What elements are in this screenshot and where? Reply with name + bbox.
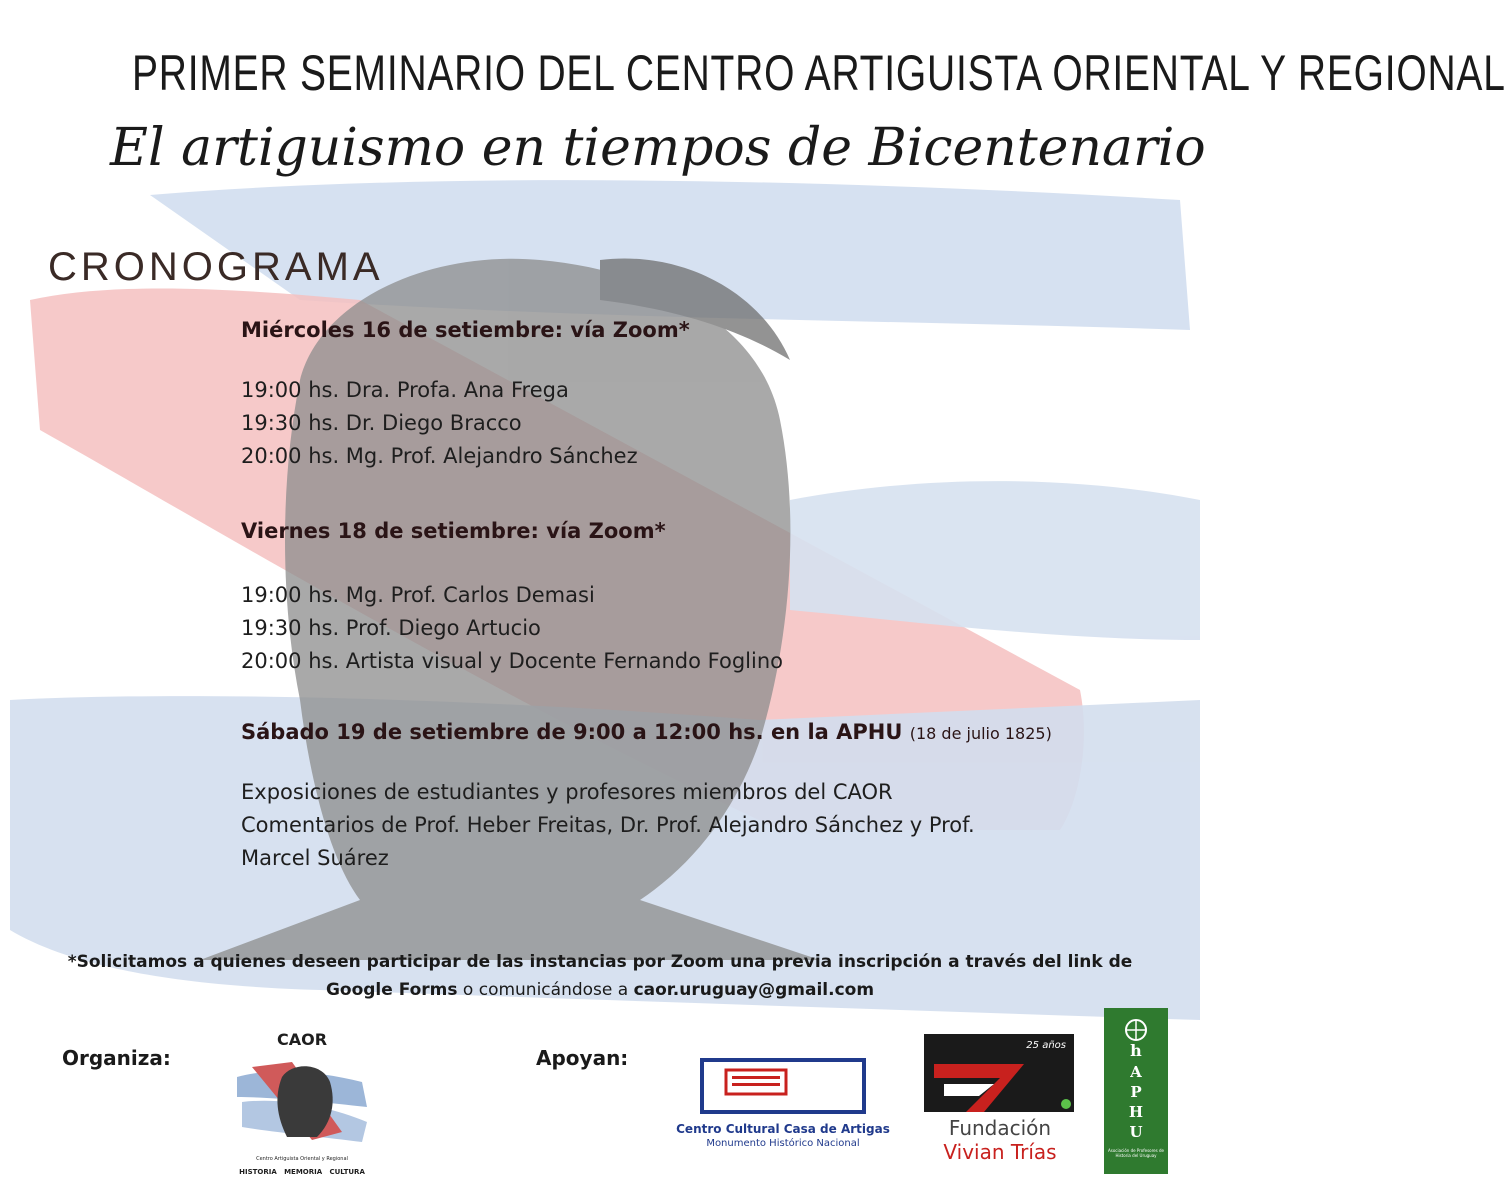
casa-artigas-name: Centro Cultural Casa de Artigas (676, 1122, 890, 1136)
schedule-item: 20:00 hs. Mg. Prof. Alejandro Sánchez (241, 444, 638, 468)
aphu-letter: H (1128, 1103, 1144, 1121)
google-forms-link[interactable]: Google Forms (325, 980, 458, 1000)
svg-text:h: h (1130, 1041, 1142, 1060)
caor-logo-fullname: Centro Artiguista Oriental y Regional (256, 1156, 348, 1162)
schedule-item: 20:00 hs. Artista visual y Docente Fernando Foglino (241, 649, 783, 673)
caor-logo (222, 1020, 382, 1180)
vivian-trias-anniversary: 25 años (1026, 1040, 1066, 1051)
aphu-letter: P (1130, 1083, 1142, 1101)
note-line-2 (20, 976, 1180, 1004)
casa-artigas-emblem-icon (696, 1052, 876, 1122)
apoyan-label: Apoyan: (536, 1046, 629, 1070)
section-title: CRONOGRAMA (48, 245, 384, 289)
event-title: PRIMER SEMINARIO DEL CENTRO ARTIGUISTA ORIENTAL Y REGIONAL (132, 45, 1506, 101)
aphu-letter: A (1130, 1063, 1142, 1081)
day-heading: Viernes 18 de setiembre: vía Zoom* (241, 519, 666, 543)
event-subtitle: El artiguismo en tiempos de Bicentenario (110, 118, 1206, 178)
schedule-item: Exposiciones de estudiantes y profesores miembros del CAOR (241, 780, 893, 804)
aphu-letters (1104, 1062, 1168, 1142)
schedule-item: 19:00 hs. Mg. Prof. Carlos Demasi (241, 583, 595, 607)
registration-note (20, 948, 1180, 1004)
vivian-trias-line1: Fundación (948, 1116, 1052, 1140)
schedule-day-2 (241, 519, 783, 678)
email-link[interactable]: caor.uruguay@gmail.com (633, 980, 875, 1000)
aphu-caption: Asociación de Profesores de Historia del Uruguay (1108, 1148, 1164, 1158)
schedule-day-3 (241, 720, 1052, 875)
globe-icon (1116, 1016, 1156, 1060)
day-heading: Miércoles 16 de setiembre: vía Zoom* (241, 318, 690, 342)
caor-emblem-icon (232, 1052, 372, 1152)
note-middle: o comunicándose a (457, 980, 634, 1000)
schedule-item: Comentarios de Prof. Heber Freitas, Dr. Prof. Alejandro Sánchez y Prof. (241, 813, 975, 837)
schedule-item: 19:30 hs. Prof. Diego Artucio (241, 616, 541, 640)
note-line-1: *Solicitamos a quienes deseen participar de las instancias por Zoom una previa inscripción a través del link de (67, 952, 1133, 972)
vivian-trias-emblem (924, 1034, 1074, 1112)
schedule-item: 19:00 hs. Dra. Profa. Ana Frega (241, 378, 569, 402)
vivian-trias-logo (916, 1028, 1084, 1168)
caor-logo-tagline: HISTORIA MEMORIA CULTURA (239, 1168, 365, 1176)
day-heading (241, 720, 1052, 744)
caor-logo-name: CAOR (276, 1030, 328, 1049)
day-heading-note: (18 de julio 1825) (909, 724, 1052, 743)
casa-artigas-sub: Monumento Histórico Nacional (706, 1138, 860, 1149)
schedule-item: 19:30 hs. Dr. Diego Bracco (241, 411, 522, 435)
schedule-item: Marcel Suárez (241, 846, 389, 870)
schedule-day-1 (241, 318, 690, 473)
casa-artigas-logo (672, 1030, 894, 1162)
organiza-label: Organiza: (62, 1046, 171, 1070)
aphu-letter: U (1129, 1123, 1143, 1141)
day-heading-text: Sábado 19 de setiembre de 9:00 a 12:00 hs. en la APHU (241, 720, 903, 744)
aphu-logo (1104, 1008, 1168, 1174)
vivian-trias-line2: Vivian Trías (943, 1140, 1057, 1164)
